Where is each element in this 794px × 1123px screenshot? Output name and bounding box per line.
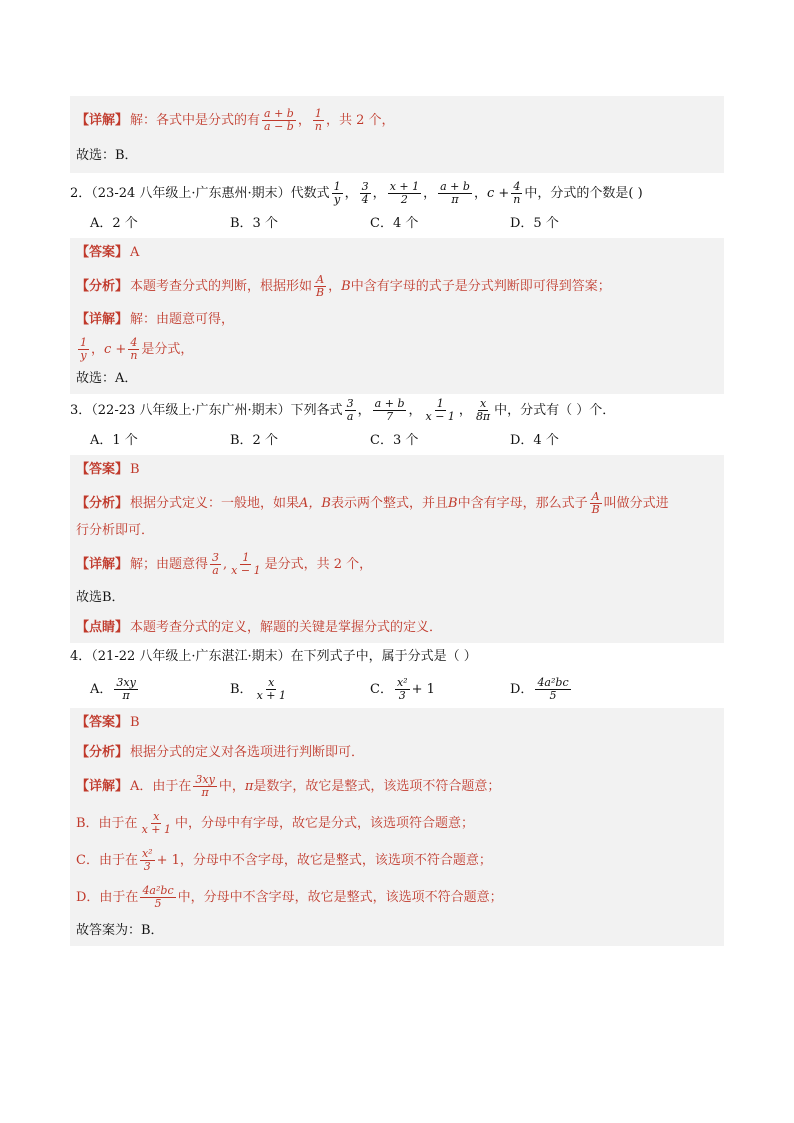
option-c: C． $\frac{\text{x²}}{3}$ + 1 bbox=[370, 676, 435, 702]
option-d: D．5 个 bbox=[510, 216, 559, 231]
analysis-line: 【分析】 根据分式的定义对各选项进行判断即可． bbox=[76, 745, 365, 760]
fraction: $\frac{x}{x + 1}$ bbox=[256, 676, 286, 702]
answer-line: 【答案】 A bbox=[76, 245, 140, 260]
tip-line: 【点睛】 本题考查分式的定义，解题的关键是掌握分式的定义． bbox=[76, 620, 443, 635]
final-answer-line: 故答案为：B． bbox=[76, 923, 164, 938]
fraction: $\frac{3}{a}$ bbox=[346, 397, 354, 423]
choose-line: 故选：A． bbox=[76, 371, 138, 386]
option-b: B． $\frac{x}{x + 1}$ bbox=[230, 676, 286, 702]
fraction: $\frac{1}{y}$ bbox=[80, 336, 87, 362]
question-4-stem: 4．（21-22 八年级上·广东湛江·期末）在下列式子中，属于分式是（ ） bbox=[70, 649, 477, 664]
answer-line: 【答案】 B bbox=[76, 715, 140, 730]
analysis-line: 【分析】 根据分式定义：一般地，如果 A，B 表示两个整式，并且 B 中含有字母，那么式子 $\frac{A}{B}$ 叫做分式进 bbox=[76, 490, 669, 516]
choose-line: 故选：B． bbox=[76, 148, 138, 163]
option-a: A．2 个 bbox=[90, 216, 138, 231]
fraction: $\frac{1}{y}$ bbox=[333, 180, 341, 206]
option-d: D．4 个 bbox=[510, 433, 559, 448]
detail-line-c: C．由于在 $\frac{\text{x²}}{3}$ + 1，分母中不含字母，故它是整式，该选项不符合题意； bbox=[76, 847, 492, 873]
answer-line: 【答案】 B bbox=[76, 462, 140, 477]
option-b: B．2 个 bbox=[230, 433, 278, 448]
option-d: D． $\frac{\text{4a²bc}}{5}$ bbox=[510, 676, 569, 702]
option-a: A． $\frac{3xy}{\pi}$ bbox=[90, 676, 136, 702]
fraction: $\frac{a + b}{7}$ bbox=[374, 397, 405, 423]
fraction: $\frac{x + 1}{2}$ bbox=[389, 180, 420, 206]
option-b: B．3 个 bbox=[230, 216, 278, 231]
detail-line-a: 【详解】 A．由于在 $\frac{3xy}{\pi}$ 中， π 是数字，故它是整式，该选项不符合题意； bbox=[76, 773, 501, 799]
option-a: A．1 个 bbox=[90, 433, 138, 448]
detail-line: 【详解】 解；由题意得 $\frac{3}{a}$ , $\frac{1}{x - 1}$ 是分式，共 2 个， bbox=[76, 551, 373, 577]
fraction: $\frac{a + b}{a - b}$ bbox=[264, 107, 294, 133]
fraction: $\frac{3xy}{\pi}$ bbox=[195, 773, 215, 799]
question-2-options bbox=[70, 210, 724, 238]
detail-line: 【详解】 解：各式中是分式的有 $\frac{a + b}{a - b}$ ， $\frac{1}{n}$ ，共 2 个， bbox=[76, 107, 395, 133]
fraction: $\frac{1}{x - 1}$ bbox=[231, 551, 261, 577]
option-c: C．3 个 bbox=[370, 433, 419, 448]
detail-line: 【详解】 解：由题意可得， bbox=[76, 312, 235, 327]
fraction: $\frac{3}{4}$ bbox=[361, 180, 369, 206]
fraction: $\frac{x}{x + 1}$ bbox=[141, 810, 171, 836]
fraction: $\frac{\text{x²}}{3}$ bbox=[396, 676, 408, 702]
detail-line-2: $\frac{1}{y}$ ， c + $\frac{4}{n}$ 是分式， bbox=[80, 336, 194, 362]
fraction: $\frac{A}{B}$ bbox=[591, 490, 600, 516]
analysis-line: 【分析】 本题考查分式的判断，根据形如 $\frac{A}{B}$ ， B 中含有字母的式子是分式判断即可得到答案； bbox=[76, 273, 611, 299]
fraction: $\frac{1}{x - 1}$ bbox=[425, 397, 455, 423]
fraction: $\frac{x}{8\pi}$ bbox=[475, 397, 491, 423]
analysis-line-2: 行分析即可． bbox=[76, 523, 155, 538]
option-c: C．4 个 bbox=[370, 216, 419, 231]
fraction: $\frac{1}{n}$ bbox=[314, 107, 322, 133]
detail-line-d: D．由于在 $\frac{\text{4a²bc}}{5}$ 中，分母中不含字母，故它是整式，该选项不符合题意； bbox=[76, 884, 503, 910]
fraction: $\frac{\text{4a²bc}}{5}$ bbox=[142, 884, 174, 910]
detail-tag: 【详解】 bbox=[76, 112, 129, 128]
question-3-solution bbox=[70, 455, 724, 643]
fraction: $\frac{\text{x²}}{3}$ bbox=[141, 847, 153, 873]
question-2-solution bbox=[70, 238, 724, 394]
detail-block-1 bbox=[70, 96, 724, 173]
fraction: $\frac{4}{n}$ bbox=[130, 336, 138, 362]
question-3-options bbox=[70, 427, 724, 455]
document-page bbox=[70, 96, 724, 946]
question-4-options bbox=[70, 671, 724, 708]
fraction: $\frac{4}{n}$ bbox=[513, 180, 521, 206]
fraction: $\frac{3xy}{\pi}$ bbox=[116, 676, 136, 702]
choose-line: 故选B． bbox=[76, 590, 125, 605]
question-2-stem: 2．（23-24 八年级上·广东惠州·期末）代数式 $\frac{1}{y}$ ， $\frac{3}{4}$ ， $\frac{x + 1}{2}$ ， $\frac{a + b}{\pi}$ ， c + $\frac{4}{n}$ 中，分式的个数是( ) bbox=[70, 180, 643, 206]
detail-line-b: B．由于在 $\frac{x}{x + 1}$ 中，分母中有字母，故它是分式，该选项符合题意； bbox=[76, 810, 474, 836]
fraction: $\frac{a + b}{\pi}$ bbox=[440, 180, 470, 206]
question-4-solution bbox=[70, 708, 724, 946]
fraction: $\frac{3}{a}$ bbox=[212, 551, 220, 577]
question-3-stem: 3．（22-23 八年级上·广东广州·期末）下列各式 $\frac{3}{a}$ ， $\frac{a + b}{7}$ ， $\frac{1}{x - 1}$ ， $\frac{x}{8\pi}$ 中，分式有（ ）个． bbox=[70, 397, 616, 423]
fraction: $\frac{\text{4a²bc}}{5}$ bbox=[537, 676, 569, 702]
fraction: $\frac{A}{B}$ bbox=[316, 273, 325, 299]
